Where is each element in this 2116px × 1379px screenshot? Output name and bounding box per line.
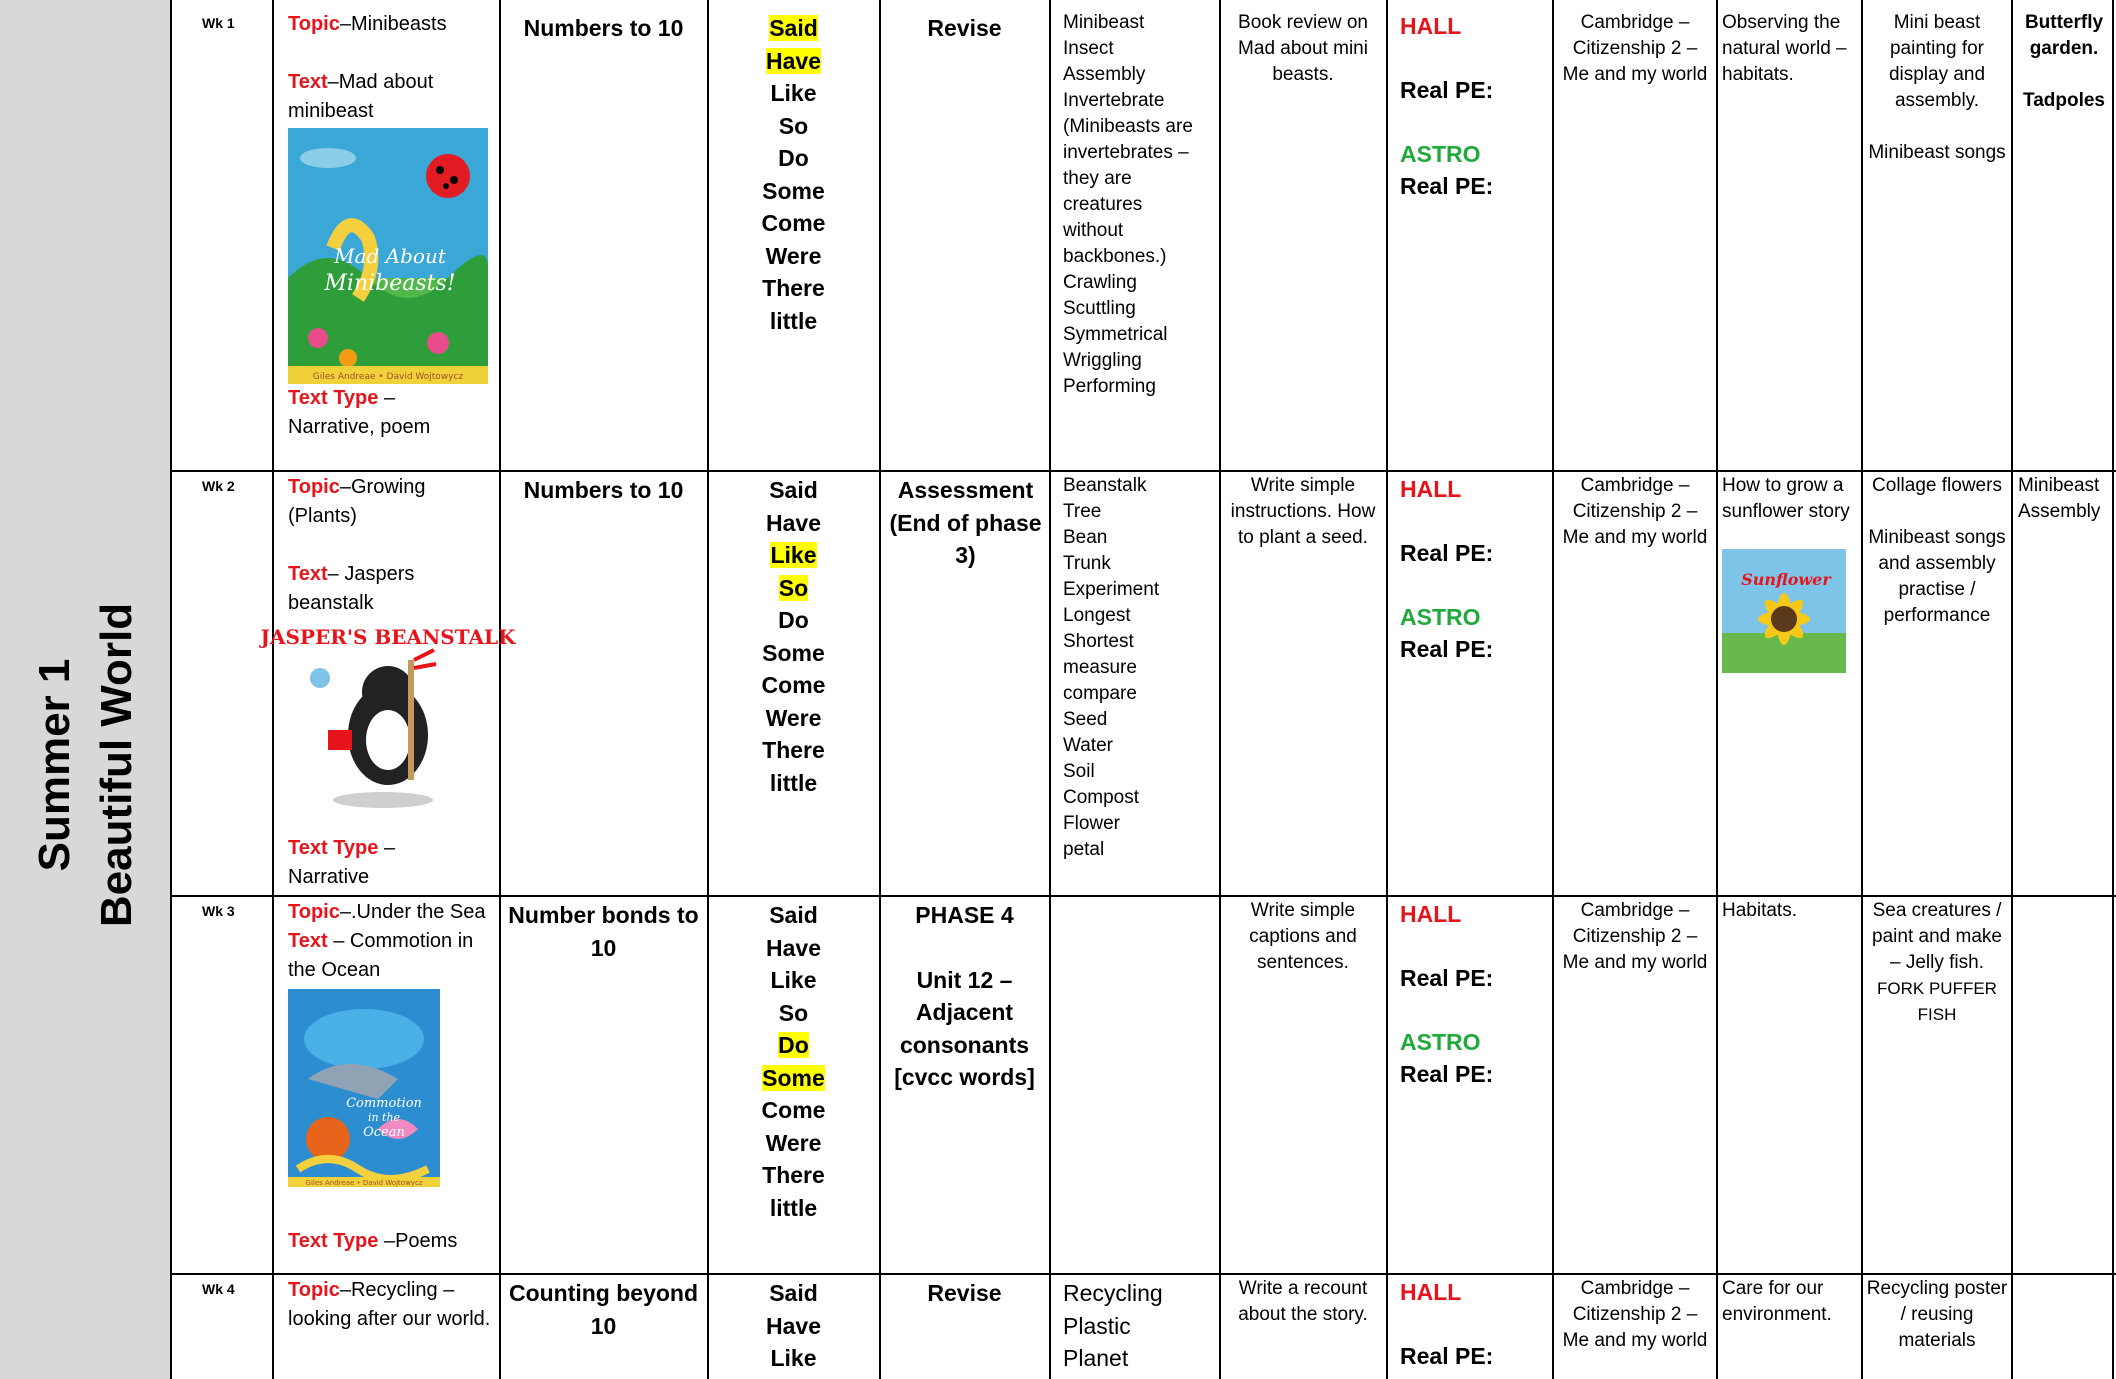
term-line-1: Summer 1 — [30, 658, 79, 872]
week-label: Wk 4 — [202, 1281, 235, 1297]
tricky-words-cell: Said Have Like So Do Some Come Were There little — [761, 902, 826, 1221]
vocabulary-cell: Recycling Plastic Planet — [1063, 1280, 1163, 1371]
topic-cell: Topic–Recycling – looking after our world. — [288, 1279, 491, 1330]
book-cover-sunflower — [1722, 549, 1846, 673]
book-cover-mad-about-minibeasts — [288, 128, 488, 384]
extra-cell: Butterfly garden. Tadpoles — [2023, 12, 2105, 111]
vocabulary-cell: Minibeast Insect Assembly Invertebrate (Minibeasts are invertebrates – they are creatures without backbones.) Crawling Scuttling Symmetrical Wriggling Performing — [1063, 12, 1193, 397]
svg-text:Giles Andreae • David Wojtowyc: Giles Andreae • David Wojtowycz — [312, 372, 464, 382]
art-cell: Mini beast painting for display and assembly. Minibeast songs — [1868, 12, 2006, 163]
svg-text:Giles Andreae • David Wojtowyc: Giles Andreae • David Wojtowycz — [305, 1179, 423, 1187]
week-label: Wk 2 — [202, 478, 235, 494]
week-label: Wk 3 — [202, 903, 235, 919]
book-cover-jaspers-beanstalk — [260, 620, 516, 820]
term-line-2: Beautiful World — [92, 602, 141, 928]
citizenship-cell: Cambridge – Citizenship 2 – Me and my world — [1562, 475, 1708, 548]
svg-text:JASPER'S BEANSTALK: JASPER'S BEANSTALK — [260, 625, 516, 649]
citizenship-cell: Cambridge – Citizenship 2 – Me and my world — [1562, 1278, 1708, 1351]
writing-cell: Write simple captions and sentences. — [1249, 900, 1357, 973]
maths-cell: Numbers to 10 — [523, 15, 684, 41]
maths-cell: Number bonds to 10 — [508, 902, 699, 961]
svg-text:Ocean: Ocean — [363, 1125, 405, 1140]
art-cell: Collage flowers Minibeast songs and assembly practise / performance — [1868, 475, 2006, 626]
pe-cell: HALL Real PE: ASTRO Real PE: — [1400, 901, 1494, 1087]
citizenship-cell: Cambridge – Citizenship 2 – Me and my world — [1562, 900, 1708, 973]
svg-text:Minibeasts!: Minibeasts! — [324, 271, 456, 296]
book-cover-commotion-in-the-ocean — [288, 989, 440, 1187]
phonics-cell: Assessment (End of phase 3) — [889, 477, 1042, 568]
svg-text:in the: in the — [367, 1111, 401, 1124]
science-cell: Observing the natural world – habitats. — [1722, 12, 1847, 85]
art-cell: Recycling poster / reusing materials — [1866, 1278, 2008, 1351]
planning-table — [172, 0, 2116, 1379]
svg-text:Commotion: Commotion — [346, 1096, 422, 1111]
art-cell: Sea creatures / paint and make – Jelly fish. FORK PUFFER FISH — [1872, 900, 2002, 1024]
pe-cell: HALL Real PE: ASTRO Real PE: — [1400, 476, 1494, 662]
writing-cell: Book review on Mad about mini beasts. — [1238, 12, 1368, 85]
topic-cell: Topic–Minibeasts Text–Mad about minibeast Mad About Minibeasts! Giles Andreae • David Wojtowycz Text Type – Narrative, poem — [288, 10, 493, 442]
phonics-cell: Revise — [927, 1280, 1002, 1306]
writing-cell: Write a recount about the story. — [1238, 1278, 1368, 1325]
tricky-word: Said — [769, 15, 818, 41]
pe-cell: HALL Real PE: ASTRO Real PE: — [1400, 13, 1494, 199]
week-label: Wk 1 — [202, 15, 235, 31]
science-cell: Care for our environment. — [1722, 1278, 1832, 1325]
svg-text:Sunflower: Sunflower — [1741, 570, 1831, 589]
citizenship-cell: Cambridge – Citizenship 2 – Me and my world — [1562, 12, 1708, 85]
writing-cell: Write simple instructions. How to plant a seed. — [1230, 475, 1376, 548]
term-title — [24, 603, 148, 927]
maths-cell: Counting beyond 10 — [508, 1280, 699, 1339]
phonics-cell: Revise — [927, 15, 1002, 41]
tricky-words-cell: Said Have Like So Do Some Come Were There little — [761, 477, 826, 796]
term-sidebar — [0, 0, 172, 1379]
pe-cell: HALL Real PE: — [1400, 1279, 1494, 1369]
topic-cell: Topic–Growing (Plants) Text– Jaspers beanstalk JASPER'S BEANSTALK Text Type – Narrative — [260, 476, 516, 888]
vocabulary-cell: Beanstalk Tree Bean Trunk Experiment Longest Shortest measure compare Seed Water Soil Compost Flower petal — [1063, 475, 1160, 860]
science-cell: Habitats. — [1722, 900, 1797, 921]
phonics-cell: PHASE 4 Unit 12 – Adjacent consonants [cvcc words] — [894, 902, 1035, 1090]
topic-cell: Topic–.Under the Sea Text – Commotion in the Ocean Commotion in the Ocean Giles Andreae • David Wojtowycz Text Type –Poems — [288, 901, 486, 1252]
svg-text:Mad About: Mad About — [334, 244, 446, 268]
extra-cell: Minibeast Assembly — [2018, 475, 2101, 522]
maths-cell: Numbers to 10 — [523, 477, 684, 503]
tricky-words-cell: Said Have Like So Do Some Come Were There little — [710, 12, 877, 337]
tricky-words-cell: Said Have Like — [766, 1280, 821, 1371]
science-cell: How to grow a sunflower story Sunflower — [1722, 473, 1858, 673]
